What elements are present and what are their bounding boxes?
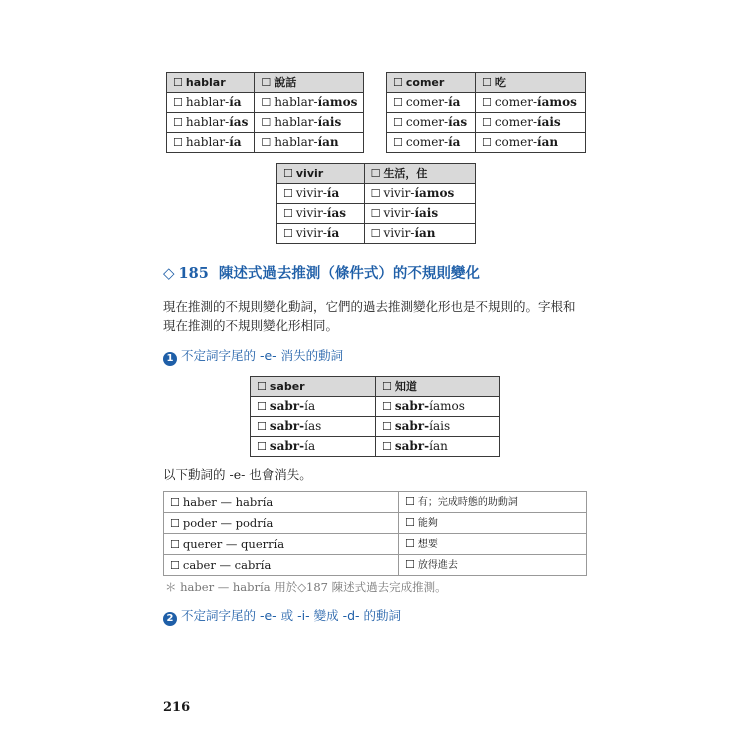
verb-ending: íamos (537, 95, 577, 109)
checkbox-icon: ☐ (173, 76, 183, 89)
verb-ending: ías (326, 206, 346, 220)
table-header-row (387, 73, 586, 93)
section-title-text: 陳述式過去推測（條件式）的不規則變化 (218, 266, 480, 282)
table-row (251, 417, 500, 437)
table-row (277, 184, 476, 204)
checkbox-icon: ☐ (261, 96, 272, 109)
verb-stem: vivir- (295, 206, 327, 220)
checkbox-icon: ☐ (370, 187, 381, 200)
checkbox-icon: ☐ (257, 400, 267, 413)
verb-ending: ían (537, 135, 559, 149)
verb-stem: comer- (405, 95, 449, 109)
section-number: 185 (178, 265, 209, 282)
verb-infinitive: vivir (295, 167, 324, 180)
checkbox-icon: ☐ (170, 495, 180, 509)
checkbox-icon: ☐ (170, 516, 180, 530)
footnote: ＊ haber — habría 用於◇187 陳述式過去完成推測。 (165, 580, 447, 594)
checkbox-icon: ☐ (405, 537, 415, 550)
checkbox-icon: ☐ (261, 116, 272, 129)
verb-meaning: 說話 (274, 76, 297, 89)
conjugation-table-hablar (166, 72, 364, 153)
conjugation-table-vivir (276, 163, 476, 244)
verb-ending: ía (229, 135, 242, 149)
verb-ending: íamos (429, 399, 465, 413)
verb-ending: ía (448, 95, 461, 109)
verb-stem: sabr- (394, 419, 430, 433)
sub-heading-text: 不定詞字尾的 -e- 消失的動詞 (181, 348, 344, 363)
verb-stem: comer- (494, 95, 538, 109)
page-number: 216 (163, 700, 191, 715)
verb-meaning: 生活，住 (383, 167, 428, 180)
checkbox-icon: ☐ (173, 96, 183, 109)
verb-ending: ía (304, 399, 316, 413)
verb-pair: querer — querría (182, 536, 285, 551)
checkbox-icon: ☐ (393, 116, 403, 129)
verb-stem: sabr- (394, 439, 430, 453)
verb-ending: ían (317, 135, 339, 149)
checkbox-icon: ☐ (283, 187, 293, 200)
verb-stem: hablar- (274, 135, 318, 149)
also-text: 以下動詞的 -e- 也會消失。 (163, 467, 312, 482)
verb-stem: sabr- (269, 439, 305, 453)
verb-stem: vivir- (383, 206, 415, 220)
verb-stem: sabr- (269, 419, 305, 433)
checkbox-icon: ☐ (481, 116, 492, 129)
checkbox-icon: ☐ (257, 420, 267, 433)
verb-ending: ía (448, 135, 461, 149)
verb-stem: hablar- (185, 135, 230, 149)
verb-stem: vivir- (383, 186, 415, 200)
verb-ending: ías (304, 419, 322, 433)
table-row (277, 204, 476, 224)
table-row (387, 113, 586, 133)
checkbox-icon: ☐ (405, 558, 415, 571)
table-header-row (251, 377, 500, 397)
verb-ending: ía (326, 186, 340, 200)
verb-stem: hablar- (185, 115, 230, 129)
verb-meaning: 放得進去 (417, 560, 458, 571)
table-row (167, 113, 364, 133)
verb-ending: ían (429, 439, 448, 453)
checkbox-icon: ☐ (405, 516, 415, 529)
table-header-row (277, 164, 476, 184)
checkbox-icon: ☐ (283, 227, 293, 240)
verb-stem: vivir- (383, 226, 415, 240)
circled-number-icon: 2 (163, 612, 177, 626)
checkbox-icon: ☐ (283, 207, 293, 220)
checkbox-icon: ☐ (382, 440, 392, 453)
table-row (164, 534, 587, 555)
verb-ending: íais (414, 206, 439, 220)
checkbox-icon: ☐ (261, 136, 272, 149)
irregular-verbs-table (163, 491, 587, 576)
table-row (164, 555, 587, 576)
checkbox-icon: ☐ (370, 227, 381, 240)
sub-heading-2 (163, 606, 401, 626)
verb-stem: comer- (405, 115, 449, 129)
verb-stem: sabr- (269, 399, 305, 413)
checkbox-icon: ☐ (173, 136, 183, 149)
verb-infinitive: hablar (185, 76, 226, 89)
verb-ending: íais (537, 115, 561, 129)
verb-stem: comer- (494, 135, 538, 149)
verb-infinitive: saber (269, 380, 305, 393)
verb-ending: ía (229, 95, 242, 109)
checkbox-icon: ☐ (382, 420, 392, 433)
sub-heading-text: 不定詞字尾的 -e- 或 -i- 變成 -d- 的動詞 (181, 608, 402, 623)
verb-pair: caber — cabría (182, 557, 272, 572)
verb-pair: haber — habría (182, 494, 274, 509)
table-row (167, 93, 364, 113)
checkbox-icon: ☐ (257, 380, 267, 393)
table-header-row (167, 73, 364, 93)
verb-stem: vivir- (295, 186, 327, 200)
checkbox-icon: ☐ (481, 76, 492, 89)
verb-meaning: 想要 (417, 539, 438, 550)
checkbox-icon: ☐ (382, 400, 392, 413)
checkbox-icon: ☐ (170, 558, 180, 572)
checkbox-icon: ☐ (170, 537, 180, 551)
table-row (251, 437, 500, 457)
checkbox-icon: ☐ (393, 136, 403, 149)
conjugation-table-saber (250, 376, 500, 457)
verb-meaning: 知道 (394, 380, 417, 393)
checkbox-icon: ☐ (283, 167, 293, 180)
table-row (164, 513, 587, 534)
section-title (163, 262, 480, 283)
circled-number-icon: 1 (163, 352, 177, 366)
verb-stem: hablar- (185, 95, 230, 109)
verb-meaning: 能夠 (417, 518, 438, 529)
checkbox-icon: ☐ (382, 380, 392, 393)
verb-stem: comer- (405, 135, 449, 149)
verb-ending: ías (229, 115, 249, 129)
verb-ending: ías (448, 115, 468, 129)
conjugation-table-comer (386, 72, 586, 153)
table-row (251, 397, 500, 417)
verb-stem: sabr- (394, 399, 430, 413)
verb-meaning: 吃 (494, 76, 506, 89)
table-row (387, 93, 586, 113)
verb-stem: vivir- (295, 226, 327, 240)
verb-ending: ía (304, 439, 316, 453)
checkbox-icon: ☐ (393, 76, 403, 89)
table-row (164, 492, 587, 513)
verb-ending: ía (326, 226, 340, 240)
verb-stem: comer- (494, 115, 538, 129)
verb-stem: hablar- (274, 95, 318, 109)
table-row (387, 133, 586, 153)
checkbox-icon: ☐ (481, 136, 492, 149)
sub-heading-1 (163, 346, 343, 366)
verb-ending: íamos (414, 186, 455, 200)
verb-stem: hablar- (274, 115, 318, 129)
verb-ending: íais (317, 115, 342, 129)
verb-ending: ían (414, 226, 436, 240)
intro-line-1: 現在推測的不規則變化動詞，它們的過去推測變化形也是不規則的。字根和 (163, 299, 576, 314)
table-row (277, 224, 476, 244)
verb-meaning: 有；完成時態的助動詞 (417, 497, 518, 508)
diamond-icon: ◇ (163, 264, 175, 282)
checkbox-icon: ☐ (173, 116, 183, 129)
intro-line-2: 現在推測的不規則變化形相同。 (163, 318, 339, 333)
checkbox-icon: ☐ (370, 207, 381, 220)
checkbox-icon: ☐ (257, 440, 267, 453)
verb-pair: poder — podría (182, 515, 274, 530)
verb-infinitive: comer (405, 76, 445, 89)
checkbox-icon: ☐ (261, 76, 272, 89)
checkbox-icon: ☐ (370, 167, 381, 180)
table-row (167, 133, 364, 153)
checkbox-icon: ☐ (481, 96, 492, 109)
checkbox-icon: ☐ (405, 495, 415, 508)
checkbox-icon: ☐ (393, 96, 403, 109)
verb-ending: íais (429, 419, 451, 433)
verb-ending: íamos (317, 95, 358, 109)
